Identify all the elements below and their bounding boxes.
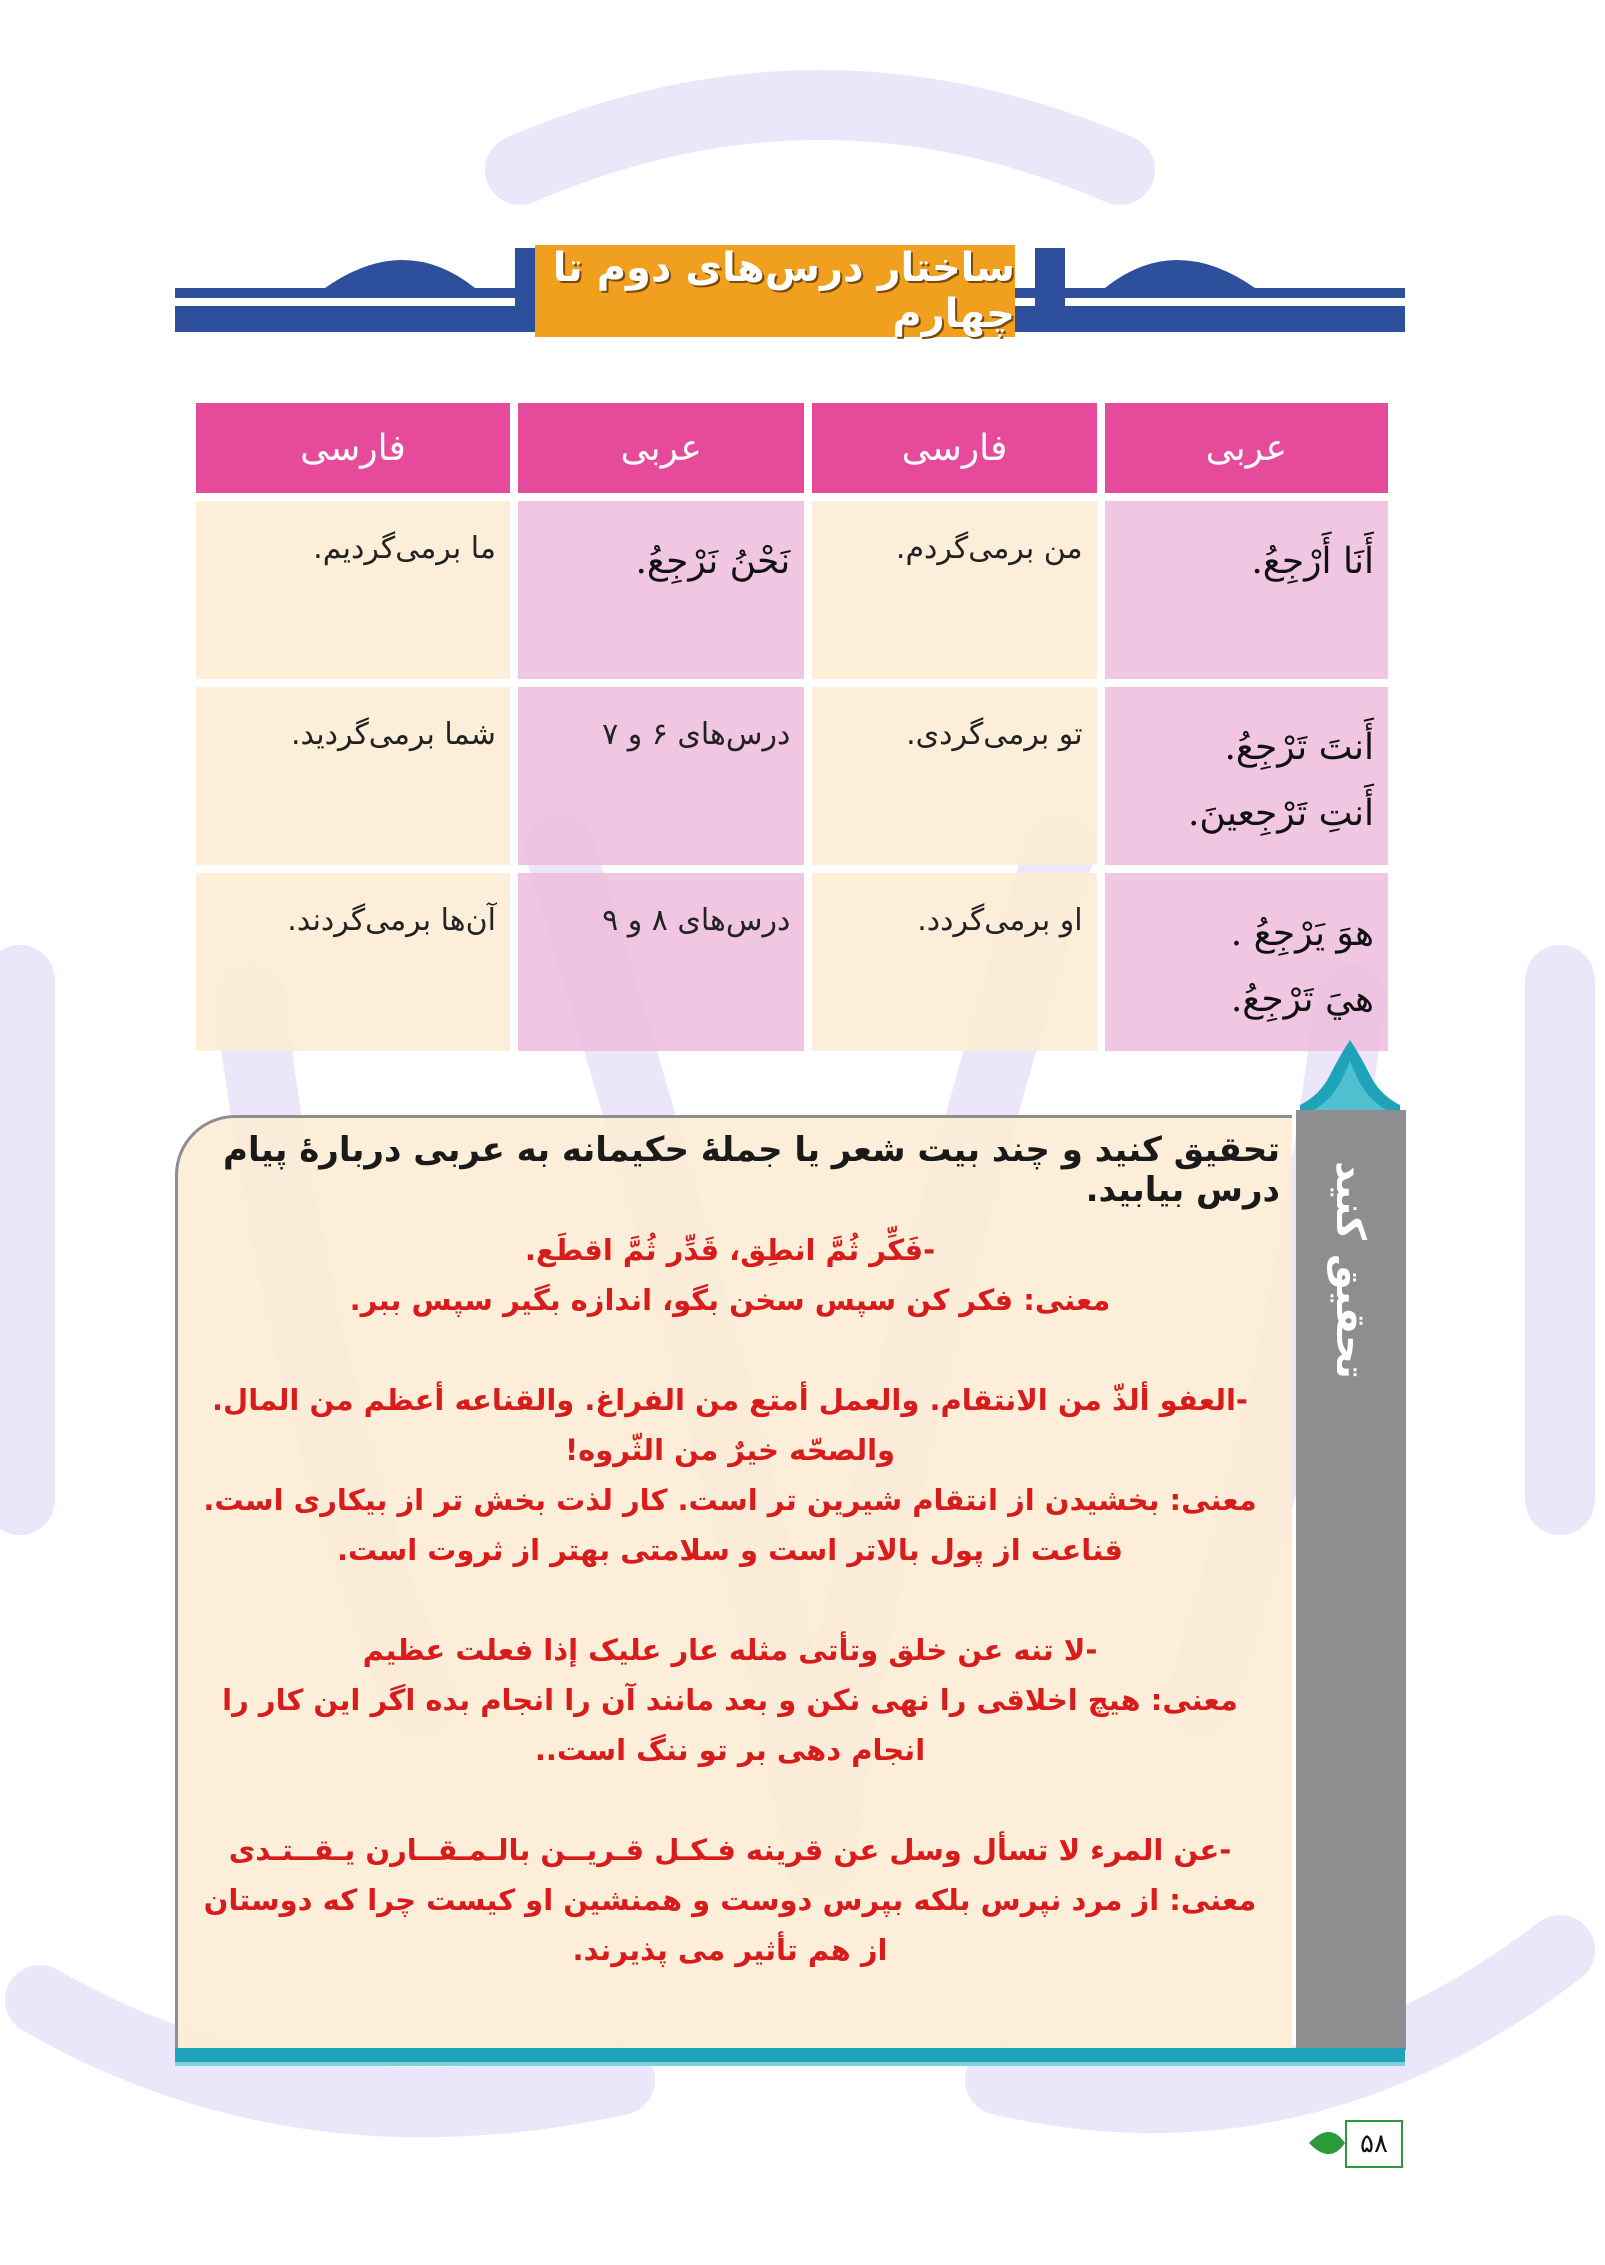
table-cell: أَنتَ تَرْجِعُ. أَنتِ تَرْجِعينَ. xyxy=(1105,687,1388,865)
research-label: تحقیق کنید xyxy=(1327,1161,1373,1379)
table-cell: درس‌های ۶ و ۷ xyxy=(518,687,804,865)
conjugation-table xyxy=(188,395,1396,1059)
table-cell: درس‌های ۸ و ۹ xyxy=(518,873,804,1051)
page-title: ساختار درس‌های دوم تا چهارم xyxy=(535,245,1015,337)
table-cell: هوَ يَرْجِعُ . هيَ تَرْجِعُ. xyxy=(1105,873,1388,1051)
list-item xyxy=(200,1225,1260,1325)
table-cell: نَحْنُ نَرْجِعُ. xyxy=(518,501,804,679)
table-row xyxy=(196,687,1388,865)
table-cell: أَنَا أَرْجِعُ. xyxy=(1105,501,1388,679)
table-row xyxy=(196,873,1388,1051)
bottom-rule-accent xyxy=(175,2062,1405,2066)
column-header-arabic: عربی xyxy=(1105,403,1388,493)
research-instruction: تحقیق کنید و چند بیت شعر یا جملهٔ حکیمانه به عربی دربارهٔ پیام درس بیابید. xyxy=(223,1130,1280,1210)
arabic-quote: -العفو ألذّ من الانتقام. والعمل أمتع من الفراغ. والقناعه أعظم من المال. والصحّه خيرٌ من الثّروه! xyxy=(212,1383,1248,1467)
arabic-quote: -لا تنه عن خلق وتأتی مثله عار علیک إذا فعلت عظیم xyxy=(362,1633,1098,1667)
persian-meaning: معنی: بخشیدن از انتقام شیرین تر است. کار لذت بخش تر از بیکاری است. قناعت از پول بالاتر است و سلامتی بهتر از ثروت است. xyxy=(203,1483,1257,1567)
table-cell: او برمی‌گردد. xyxy=(812,873,1096,1051)
bottom-rule xyxy=(175,2048,1405,2062)
column-header-persian: فارسی xyxy=(196,403,510,493)
page-number: ۵۸ xyxy=(1345,2120,1403,2168)
arabic-quote: -عن المرء لا تسأل وسل عن قرینه فـکـل قـریــن بالـمـقــارن یـقــتـدی xyxy=(228,1833,1232,1867)
table-cell: تو برمی‌گردی. xyxy=(812,687,1096,865)
list-item xyxy=(200,1625,1260,1775)
persian-meaning: معنی: فکر کن سپس سخن بگو، اندازه بگیر سپس ببر. xyxy=(349,1283,1111,1317)
table-header-row xyxy=(196,403,1388,493)
column-header-persian: فارسی xyxy=(812,403,1096,493)
table-cell: آن‌ها برمی‌گردند. xyxy=(196,873,510,1051)
research-answers xyxy=(200,1225,1260,2025)
list-item xyxy=(200,1375,1260,1575)
table-row xyxy=(196,501,1388,679)
persian-meaning: معنی: از مرد نپرس بلکه بپرس دوست و همنشین او کیست چرا که دوستان از هم تأثیر می پذیرند. xyxy=(203,1883,1257,1967)
table-cell: من برمی‌گردم. xyxy=(812,501,1096,679)
table-cell: شما برمی‌گردید. xyxy=(196,687,510,865)
table-cell: ما برمی‌گردیم. xyxy=(196,501,510,679)
arabic-quote: -فَکِّر ثُمَّ انطِق، قَدِّر ثُمَّ اقطَع. xyxy=(524,1233,936,1267)
persian-meaning: معنی: هیچ اخلاقی را نهی نکن و بعد مانند آن را انجام بده اگر این کار را انجام دهی بر تو ننگ است.. xyxy=(222,1683,1238,1767)
list-item xyxy=(200,1825,1260,1975)
column-header-arabic: عربی xyxy=(518,403,804,493)
